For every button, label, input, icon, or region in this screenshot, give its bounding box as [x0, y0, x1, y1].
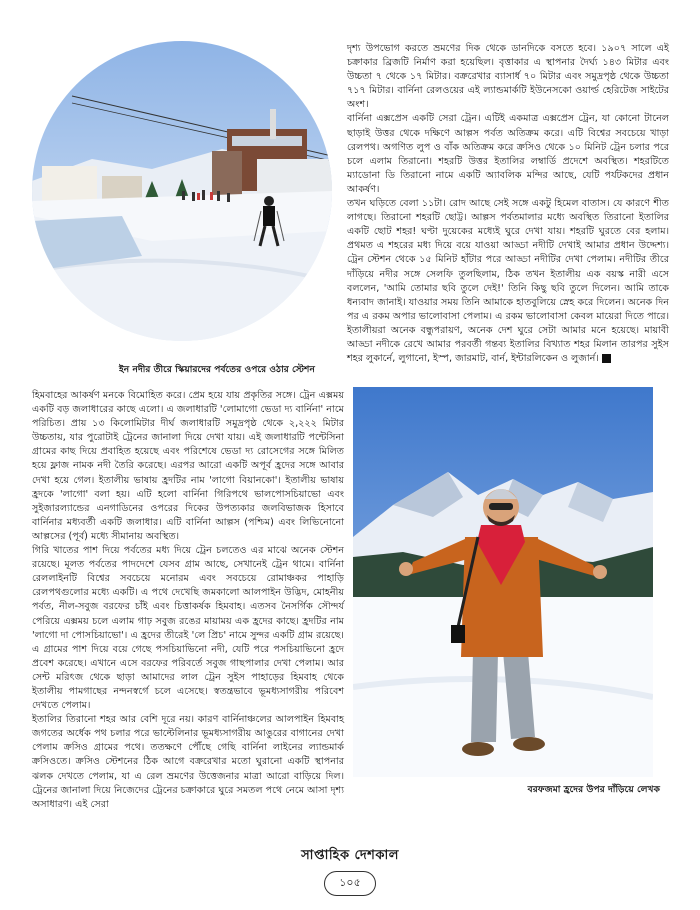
footer — [0, 846, 700, 896]
paragraph-text: তখন ঘড়িতে বেলা ১১টা। রোদ আছে সেই সঙ্গে একটু হিমেল বাতাস। যে কারণে শীত লাগছে। তিরানো শহরটি ছোট্ট। আল্পস পর্বতমালার মধ্যে অবস্থিত তিরানো ইতালির একটি ছোট শহর! ঘণ্টা দুয়েকের মধ্যেই ঘুরে দেখা যায়। শহরটি ঘুরতে বের হলাম। প্রথমত এ শহরের মধ্য দিয়ে বয়ে যাওয়া আড্ডা নদীটি দেখাই আমার প্রধান উদ্দেশ্য। ট্রেন স্টেশন থেকে ১৫ মিনিট হাঁটার পরে আড্ডা নদীটির দেখা পেলাম। নদীটির তীরে দাঁড়িয়ে নদীর সঙ্গে সেলফি তুলছিলাম, ঠিক তখন ইতালীয় এক বয়স্ক নারী এসে বললেন, 'আমি তোমার ছবি তুলে দেই!' তিনি কিছু ছবি তুলে দিলেন। আমি তাকে ধন্যবাদ জানাই। যাওয়ার সময় তিনি আমাকে হাতবুলিয়ে স্নেহ করে দিলেন। অনেক দিন পর এ রকম অপার ভালোবাসা পেলাম। এ রকম ভালোবাসা কেবল মায়েরা দিতে পারে। ইতালীয়রা অনেক বন্ধুপরায়ণ, অনেক দেশ ঘুরে সেটা আমার মনে হয়েছে। মায়াবী আড্ডা নদীকে রেখে আমার পরবর্তী গন্তব্য ইতালির বিখ্যাত শহর মিলান তারপর সুইস শহর লুকার্নে, লুগানো, ইস্প, জারমাট, বার্ন, ইন্টারলিকেন ও লুজার্ন। — [347, 198, 669, 365]
paragraph: বার্নিনা এক্সপ্রেস একটি সেরা ট্রেন। এটিই একমাত্র এক্সপ্রেস ট্রেন, যা কোনো টানেল ছাড়াই উত্তর থেকে দক্ষিণে আল্পস পর্বত অতিক্রম করে। এটি বিশ্বের সবচেয়ে খাড়া রেলপথ। অগণিত লুপ ও বাঁক অতিক্রম করে ক্রসিও থেকে ১০ মিনিট ট্রেন চলার পরে চলে এলাম তিরানো। শহরটি উত্তর ইতালির লম্বার্ডি প্রদেশে অবস্থিত। শহরটিতে ম্যাডোনা ডি তিরানো নামে একটি অ্যাবলিক মন্দির আছে, যেটি পর্যটকদের প্রধান আকর্ষণ। — [347, 113, 669, 195]
paragraph: গিরি খাতের পাশ দিয়ে পর্বতের মধ্য দিয়ে ট্রেন চলতেও এর মাঝে অনেক স্টেশন রয়েছে। মূলত পর্বতের পাদদেশে যেসব গ্রাম আছে, সেখানেই ট্রেন থামে। বার্নিনা রেললাইনটি বিশ্বের সবচেয়ে মনোরম এবং সবচেয়ে রোমাঞ্চকর পাহাড়ি রেলপথগুলোর মধ্যে একটি। এ পথে দেখেছি জমকালো আলপাইন উদ্ভিদ, মোহনীয় পর্বত, নীল-সবুজ বরফের চাঁই এবং চিত্তাকর্ষক হিমবাহ। এতসব নৈসর্গিক সৌন্দর্য পেরিয়ে এক্সময় চলে এলাম গাঢ় সবুজ রঙের মায়াময় এক হ্রদের কাছে। হ্রদটির নাম 'লাগো দা পোসচিয়াভো'। এ হ্রদের তীরেই 'লে প্রিচ' নামে সুন্দর একটি গ্রাম রয়েছে। এ গ্রামের পাশ দিয়ে বয়ে গেছে পসচিয়াভিনো নদী, যেটি পরে পসচিয়াভিনো হ্রদে প্রবেশ করেছে। এখানে এসে বরফের পরিবর্তে সবুজ গাছপালার দেখা পেলাম। আর সেন্ট মরিৎজ থেকে ছাড়া আমাদের লাল ট্রেন সুইস পাহাড়ের হিমবাহ থেকে ইতালীয় পামগাছের নন্দনস্বর্গে চলে এসেছে। স্বতন্ত্রভাবে ভূমধ্যসাগরীয় পরিবেশ দেখতে পেলাম। — [32, 545, 344, 712]
page-number-badge — [324, 871, 375, 896]
paragraph — [347, 197, 669, 366]
page-number: ১০৫ — [339, 876, 361, 889]
top-right-column — [347, 42, 669, 366]
ski-station-illustration — [32, 41, 332, 341]
portrait-photo-caption: বরফজমা হ্রদের উপর দাঁড়িয়ে লেখক — [527, 784, 660, 795]
paragraph: ইতালির তিরানো শহর আর বেশি দূরে নয়। কারণ বার্নিনাঞ্চলের আলপাইন হিমবাহ জগতের অর্ধেক পথ চলার পরে ভাল্টেলিনার ভূমধ্যসাগরীয় আঙুরের বাগানের দেখা পেলাম ক্রসিও গ্রামের পথে। ততক্ষণে পৌঁছে গেছি বার্নিনা লাইনের ল্যান্ডমার্ক ক্রসিওতে। ক্রসিও স্টেশনের ঠিক আগে বক্ররেখার মতো ঘুরানো একটি স্থাপনার ঝলক দেখতে পেলাম, যা এ রেল ভ্রমণের উত্তেজনার মাত্রা আরো বাড়িয়ে দিল। ট্রেনের জানালা দিয়ে নিজেদের ট্রেনের চক্রাকারে ঘুরে সমতল পথে নেমে আসা দৃশ্য অসাধারণ। এই সেরা — [32, 714, 344, 810]
left-column — [32, 389, 344, 812]
author-portrait-photo — [353, 387, 653, 777]
paragraph: দৃশ্য উপভোগ করতে ভ্রমণের দিক থেকে ডানদিকে বসতে হবে। ১৯০৭ সালে এই চক্রাকার ব্রিজটি নির্মাণ করা হয়েছিল। বৃত্তাকার এ স্থাপনার দৈর্ঘ্য ১৪৩ মিটার এবং উচ্চতা ৭ থেকে ১৭ মিটার। বক্ররেখার ব্যাসার্ধ ৭০ মিটার এবং সমুদ্রপৃষ্ঠ থেকে উচ্চতা ৭১৭ মিটার। বার্নিনা রেলওয়ের এই ল্যান্ডমার্কটি ইউনেসকো ওয়ার্ল্ড হেরিটেজ সাইটের অংশ। — [347, 43, 669, 111]
paragraph: হিমবাহের আকর্ষণ মনকে বিমোহিত করে। প্রেম হয়ে যায় প্রকৃতির সঙ্গে। ট্রেন এক্সময় একটি বড় জলাধারের কাছে এলো। এ জলাধারটি 'লোমাগো ভেডা দ্য বার্নিনা' নামে পরিচিত। প্রায় ১৩ কিলোমিটার দীর্ঘ জলাধারটি সমুদ্রপৃষ্ঠ থেকে ২,২২২ মিটার উচ্চতায়, যার পুরোটাই ট্রেনের জানালা দিয়ে দেখা যায়। এই জলাধারটি পন্টেসিনা গ্রামের কাছ দিয়ে প্রবাহিত হয়েছে এবং পরিশেষে ভেডা দ্য রোসেগের সঙ্গে মিলিত হয়ে ফ্লাজ নামক নদী তৈরি করেছে। এরপর আরো একটি অপূর্ব হ্রদের সঙ্গে আবার দেখা হয়ে গেল। ইতালীয় ভাষায় হ্রদটির নাম 'লাগো বিয়ানকো'। ইতালীয় ভাষায় হ্রদকে 'লাগো' বলা হয়। এটি হলো বার্নিনা গিরিপথে ভালপোসচিয়াভো এবং সুইজারল্যান্ডের এনগাডিনের ওপরের দিকের উপত্যকার জলবিভাজক হিসাবে বার্নিনার মধ্যবর্তী একটি জলাধার। এটি বার্নিনা আল্পস (পশ্চিম) এবং লিভিনোনো আল্পসের (পূর্ব) মধ্যে সীমানায় অবস্থিত। — [32, 390, 344, 542]
ski-station-photo — [32, 41, 332, 341]
circle-photo-caption: ইন নদীর তীরে স্কিয়ারদের পর্বতের ওপরে ওঠার স্টেশন — [119, 364, 315, 375]
end-mark-icon — [602, 354, 611, 363]
author-portrait-illustration — [353, 387, 653, 777]
magazine-name: সাপ্তাহিক দেশকাল — [301, 848, 399, 863]
